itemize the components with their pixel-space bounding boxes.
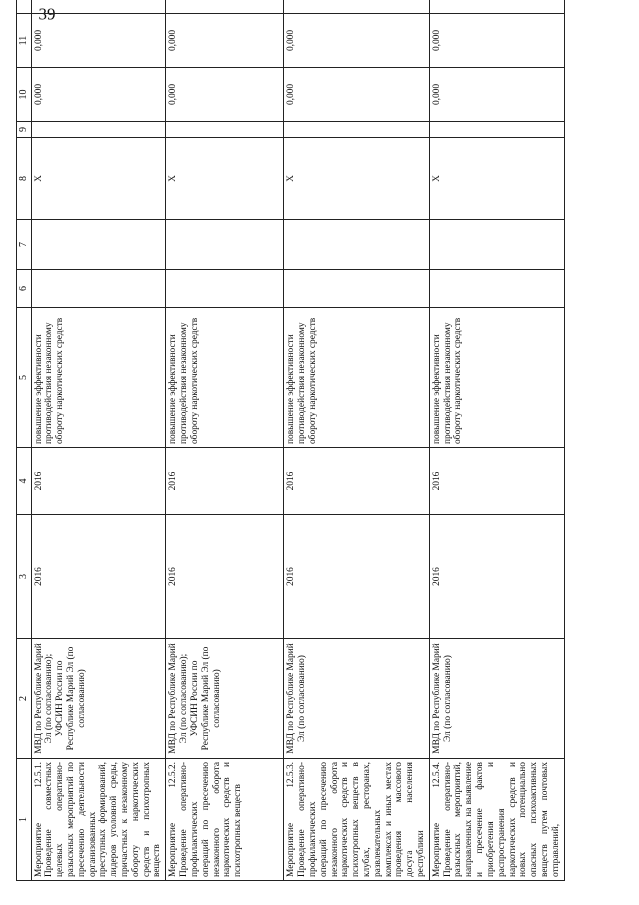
cell-12 [166,0,284,14]
cell-12 [284,0,430,14]
expected-result: повышение эффективности противодействия незаконному обороту наркотических средств [166,308,284,448]
measure-name: Мероприятие 12.5.2. Проведение оперативно-профилактических операций по пресечению незаконного оборота наркотических средств и психотропных веществ [166,759,284,881]
cell-11: 0,000 [284,14,430,68]
col-header: 11 [17,14,32,68]
measure-name: Мероприятие 12.5.4. Проведение оперативно-разыскных мероприятий, направленных на выявление и пресечение фактов приобретения и распространения наркотических средств и новых потенциально опасных психоактивных веществ путем почтовых отправлений, [429,759,564,881]
cell-7 [166,220,284,270]
cell-9 [429,122,564,138]
cell-12 [429,0,564,14]
cell-7 [31,220,166,270]
cell-9 [166,122,284,138]
cell-11: 0,000 [166,14,284,68]
table-row [166,0,284,881]
cell-12 [31,0,166,14]
cell-6 [166,270,284,308]
cell-6 [284,270,430,308]
page-number: 39 [38,4,56,24]
start-year: 2016 [166,515,284,639]
cell-9 [284,122,430,138]
end-year: 2016 [31,448,166,515]
end-year: 2016 [166,448,284,515]
col-header: 9 [17,122,32,138]
table-row [284,0,430,881]
cell-8: X [429,138,564,220]
cell-11: 0,000 [31,14,166,68]
measure-name: Мероприятие 12.5.3. Проведение оперативно-профилактических операций по пресечению незаконного оборота наркотических средств и психотропных веществ в клубах, ресторанах, развлекательных комплексах и иных местах проведения массового досуга населения республики [284,759,430,881]
cell-10: 0,000 [166,68,284,122]
end-year: 2016 [429,448,564,515]
cell-10: 0,000 [31,68,166,122]
cell-7 [429,220,564,270]
cell-7 [284,220,430,270]
executor: МВД по Республике Марий Эл (по согласованию); УФСИН России по Республике Марий Эл (по согласованию) [166,639,284,759]
col-header: 6 [17,270,32,308]
column-number-row [17,0,32,881]
col-header: 8 [17,138,32,220]
col-header: 7 [17,220,32,270]
table-row [429,0,564,881]
col-header [17,0,32,14]
cell-6 [31,270,166,308]
executor: МВД по Республике Марий Эл (по согласованию) [429,639,564,759]
cell-8: X [166,138,284,220]
expected-result: повышение эффективности противодействия незаконному обороту наркотических средств [429,308,564,448]
cell-10: 0,000 [284,68,430,122]
cell-8: X [31,138,166,220]
start-year: 2016 [429,515,564,639]
cell-10: 0,000 [429,68,564,122]
cell-6 [429,270,564,308]
cell-11: 0,000 [429,14,564,68]
table-row [31,0,166,881]
col-header: 10 [17,68,32,122]
col-header: 3 [17,515,32,639]
cell-8: X [284,138,430,220]
executor: МВД по Республике Марий Эл (по согласованию) [284,639,430,759]
expected-result: повышение эффективности противодействия незаконному обороту наркотических средств [284,308,430,448]
cell-9 [31,122,166,138]
executor: МВД по Республике Марий Эл (по согласованию); УФСИН России по Республике Марий Эл (по согласованию) [31,639,166,759]
expected-result: повышение эффективности противодействия незаконному обороту наркотических средств [31,308,166,448]
start-year: 2016 [284,515,430,639]
measure-name: Мероприятие 12.5.1. Проведение совместных целевых оперативно-разыскных мероприятий по пресечению деятельности организованных преступных формирований, лидеров уголовной среды, причастных к незаконному обороту наркотических средств и психотропных веществ [31,759,166,881]
end-year: 2016 [284,448,430,515]
col-header: 5 [17,308,32,448]
col-header: 2 [17,639,32,759]
col-header: 4 [17,448,32,515]
start-year: 2016 [31,515,166,639]
program-measures-table [16,0,565,881]
col-header: 1 [17,759,32,881]
